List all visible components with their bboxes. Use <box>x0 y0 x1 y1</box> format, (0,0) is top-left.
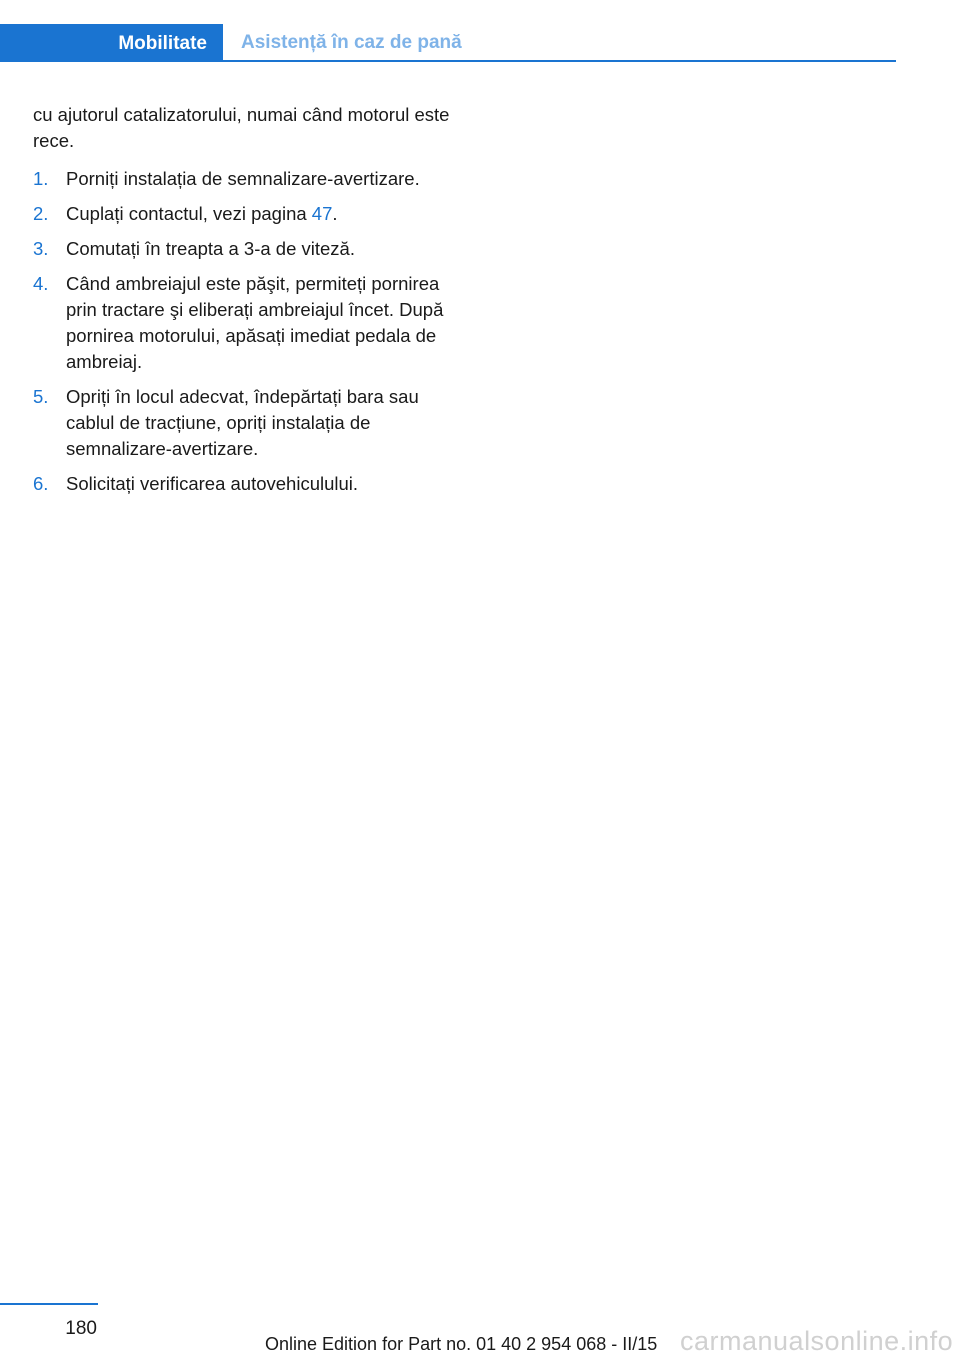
page-link[interactable]: 47 <box>311 203 333 224</box>
list-item <box>33 471 453 497</box>
step-number: 3. <box>33 238 49 259</box>
step-number: 1. <box>33 168 49 189</box>
list-item <box>33 201 453 227</box>
step-text-after: . <box>332 203 338 224</box>
step-text: Opriți în locul adecvat, îndepărtați bara sau cablul de tracțiune, opriți instalația de semnalizare-avertizare. <box>66 386 419 459</box>
main-content <box>33 102 453 506</box>
step-text <box>66 201 453 227</box>
step-number: 2. <box>33 203 49 224</box>
list-item <box>33 384 453 462</box>
step-text: Solicitați verificarea autovehiculului. <box>66 473 359 494</box>
page-number: 180 <box>65 1318 97 1339</box>
list-item <box>33 236 453 262</box>
footer-divider <box>0 1303 98 1305</box>
section-tab[interactable]: Mobilitate <box>0 24 223 62</box>
edition-text: Online Edition for Part no. 01 40 2 954 068 - II/15 <box>265 1334 658 1354</box>
page-header <box>0 24 896 62</box>
list-item <box>33 271 453 375</box>
step-text: Comutați în treapta a 3-a de viteză. <box>66 238 355 259</box>
list-item <box>33 166 453 192</box>
step-number: 5. <box>33 386 49 407</box>
step-text: Când ambreiajul este păşit, permiteți pornirea prin tractare şi eliberați ambreiajul încet. După pornirea motorului, apăsați imediat pedala de ambreiaj. <box>66 273 444 372</box>
steps-list <box>33 166 453 497</box>
header-divider <box>0 60 896 62</box>
step-number: 6. <box>33 473 49 494</box>
step-text-before: Cuplați contactul, vezi pagina <box>66 203 312 224</box>
subsection-tab[interactable]: Asistență în caz de pană <box>241 31 462 53</box>
step-text: Porniți instalația de semnalizare-avertizare. <box>66 168 420 189</box>
intro-paragraph: cu ajutorul catalizatorului, numai când motorul este rece. <box>33 104 450 151</box>
watermark: carmanualsonline.info <box>680 1326 954 1356</box>
step-number: 4. <box>33 273 49 294</box>
